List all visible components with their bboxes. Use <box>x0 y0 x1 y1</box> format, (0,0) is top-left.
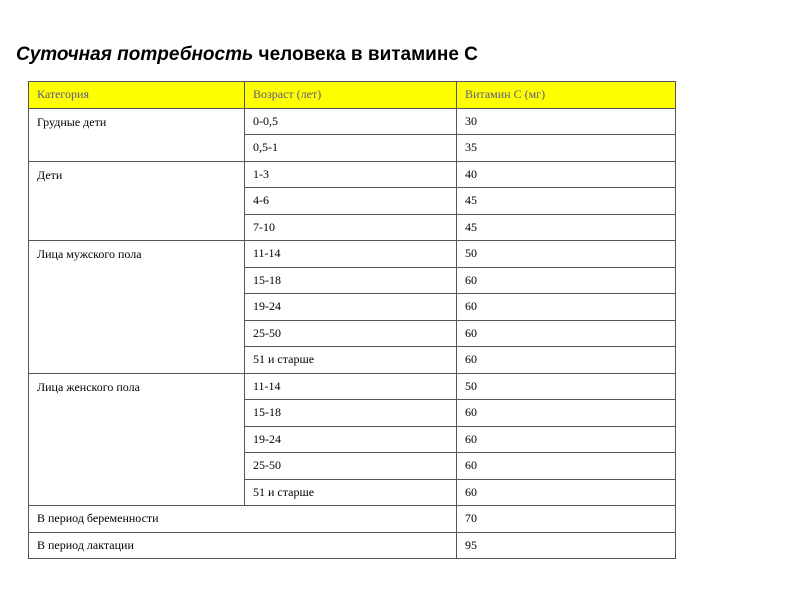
age-cell: 11-14 <box>245 241 457 268</box>
age-cell: 15-18 <box>245 400 457 427</box>
age-cell: 51 и старше <box>245 347 457 374</box>
age-cell: 25-50 <box>245 320 457 347</box>
vitamin-c-cell: 60 <box>457 400 676 427</box>
age-cell: 11-14 <box>245 373 457 400</box>
vitamin-c-cell: 30 <box>457 108 676 135</box>
table-row <box>29 241 676 268</box>
vitamin-c-cell: 60 <box>457 267 676 294</box>
age-cell: 19-24 <box>245 426 457 453</box>
table-body <box>29 108 676 559</box>
age-cell: 19-24 <box>245 294 457 321</box>
age-cell: 15-18 <box>245 267 457 294</box>
vitamin-c-cell: 40 <box>457 161 676 188</box>
table-row <box>29 532 676 559</box>
title-rest: человека в витамине С <box>253 44 478 65</box>
table-row <box>29 506 676 533</box>
category-cell: Лица мужского пола <box>29 241 245 374</box>
vitamin-c-cell: 45 <box>457 188 676 215</box>
header-age: Возраст (лет) <box>245 82 457 109</box>
vitamin-c-cell: 95 <box>457 532 676 559</box>
title-italic-part: Суточная потребность <box>16 44 254 65</box>
vitamin-c-cell: 35 <box>457 135 676 162</box>
vitamin-c-cell: 70 <box>457 506 676 533</box>
vitamin-c-cell: 60 <box>457 294 676 321</box>
vitamin-c-cell: 60 <box>457 453 676 480</box>
category-cell: Грудные дети <box>29 108 245 161</box>
vitamin-c-cell: 60 <box>457 320 676 347</box>
age-cell: 4-6 <box>245 188 457 215</box>
table-row <box>29 108 676 135</box>
age-cell: 25-50 <box>245 453 457 480</box>
category-cell: Лица женского пола <box>29 373 245 506</box>
vitamin-c-cell: 45 <box>457 214 676 241</box>
vitamin-c-cell: 60 <box>457 347 676 374</box>
header-vitamin-c: Витамин С (мг) <box>457 82 676 109</box>
vitamin-c-cell: 60 <box>457 426 676 453</box>
vitamin-c-cell: 50 <box>457 373 676 400</box>
header-category: Категория <box>29 82 245 109</box>
vitamin-c-cell: 50 <box>457 241 676 268</box>
table-row <box>29 161 676 188</box>
age-cell: 1-3 <box>245 161 457 188</box>
age-cell: 0-0,5 <box>245 108 457 135</box>
table-row <box>29 373 676 400</box>
age-cell: 51 и старше <box>245 479 457 506</box>
age-cell: 7-10 <box>245 214 457 241</box>
age-cell: 0,5-1 <box>245 135 457 162</box>
special-category-cell: В период лактации <box>29 532 457 559</box>
page-title <box>16 44 478 66</box>
category-cell: Дети <box>29 161 245 241</box>
vitamin-c-cell: 60 <box>457 479 676 506</box>
special-category-cell: В период беременности <box>29 506 457 533</box>
table-header-row <box>29 82 676 109</box>
vitamin-c-table <box>28 81 676 559</box>
